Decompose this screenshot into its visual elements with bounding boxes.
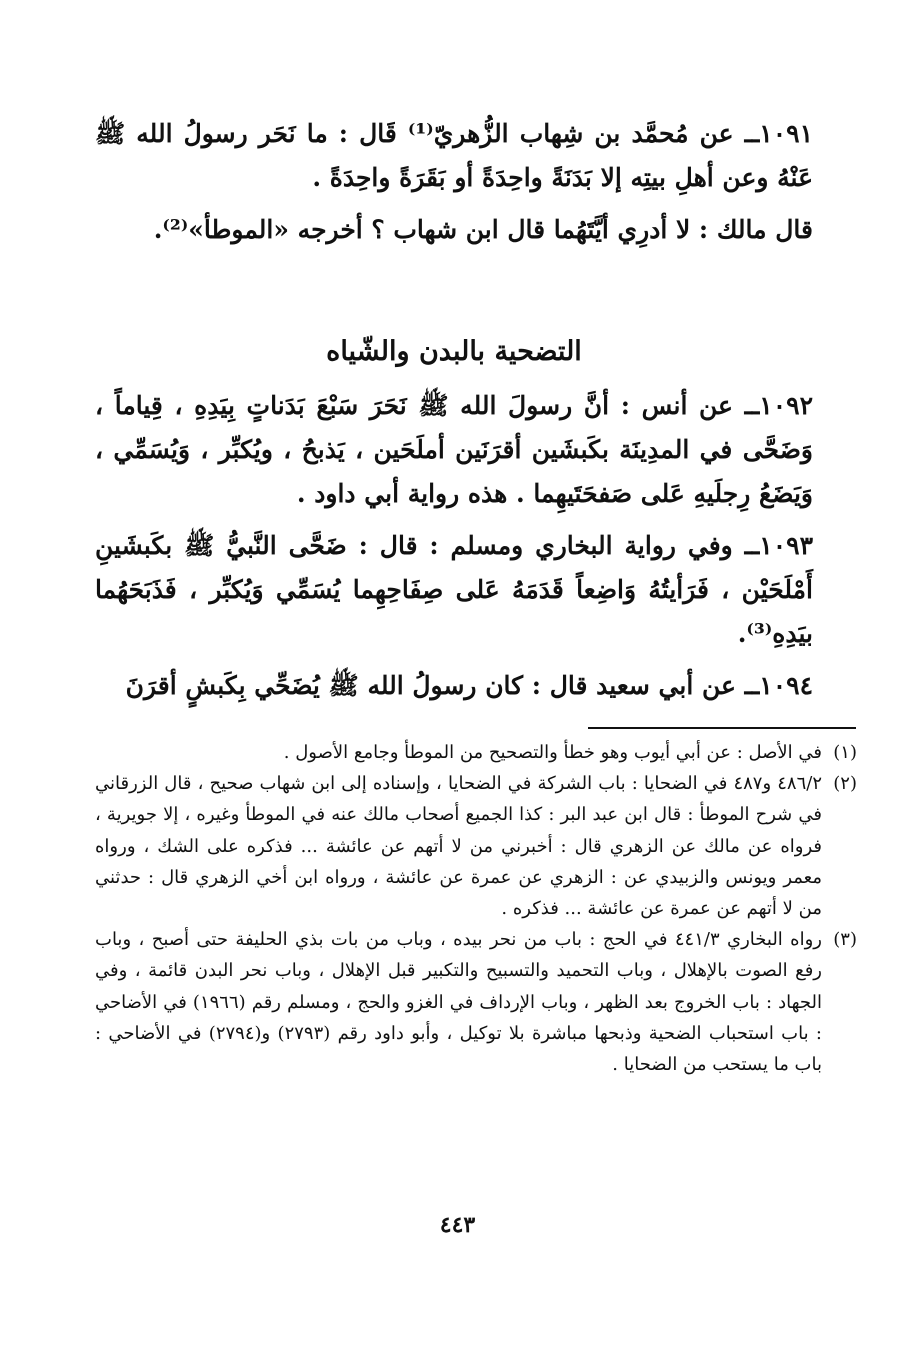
footnote — [95, 924, 857, 1080]
main-section — [95, 384, 813, 708]
section-heading: التضحية بالبدن والشّياه — [326, 336, 582, 367]
footnote-number: (٣) — [833, 929, 857, 951]
footnote-text: في الأصل : عن أبي أيوب وهو خطأ والتصحيح من الموطأ وجامع الأصول . — [283, 742, 822, 763]
top-section — [95, 112, 813, 252]
footnote-text: رواه البخاري ٤٤١/٣ في الحج : باب من نحر بيده ، وباب من بات بذي الحليفة حتى أصبح ، وباب رفع الصوت بالإهلال ، وباب التحميد والتسبيح والتكبير قبل الإهلال ، وباب نحر البدن قائمة ، وفي الجهاد : باب الخروج بعد الظهر ، وباب الإرداف في الغزو والحج ، ومسلم رقم (١٩٦٦) في الأضاحي : باب استحباب الضحية وذبحها مباشرة بلا توكيل ، وأبو داود رقم (٢٧٩٣) و(٢٧٩٤) في الأضاحي : باب ما يستحب من الضحايا . — [95, 929, 823, 1076]
footnote — [95, 737, 857, 768]
hadith-1093: ١٠٩٣ــ وفي رواية البخاري ومسلم : قال : ضَحَّى النَّبيُّ ﷺ بكَبشَينِ أَمْلَحَيْن ، فَرَأيتُهُ وَاضِعاً قَدَمَهُ عَلى صِفَاحِهِما يُسَمِّي وَيُكبِّر ، فَذَبَحَهُما بيَدِهِ⁽³⁾. — [95, 531, 813, 648]
footnote-text: ٤٨٦/٢ و٤٨٧ في الضحايا : باب الشركة في الضحايا ، وإسناده إلى ابن شهاب صحيح ، قال الزرقاني في شرح الموطأ : قال ابن عبد البر : كذا الجميع أصحاب مالك عنه في الموطأ وغيره ، إلا جويرية ، فرواه عن مالك عن الزهري قال : أخبرني من لا أتهم عن عائشة ... فذكره على الشك ، ورواه معمر ويونس والزبيدي عن : الزهري عن عمرة عن عائشة ، ورواه ابن أخي الزهري قال : حدثني من لا أتهم عن عمرة عن عائشة ... فذكره . — [95, 773, 822, 920]
page-number: ٤٤٣ — [439, 1212, 476, 1238]
footnote-number: (٢) — [833, 773, 857, 795]
footnote — [95, 768, 857, 924]
footnote-number: (١) — [833, 742, 857, 763]
hadith-1094: ١٠٩٤ــ عن أبي سعيد قال : كان رسولُ الله ﷺ يُضَحِّي بِكَبشٍ أقرَنَ — [125, 671, 813, 700]
malik-remark: قال مالك : لا أدرِي أيَّتَهُما قال ابن شهاب ؟ أخرجه «الموطأ»⁽²⁾. — [153, 215, 813, 244]
footnotes — [95, 737, 857, 1080]
hadith-1091: ١٠٩١ــ عن مُحمَّد بن شِهاب الزُّهريّ⁽¹⁾ قَال : ما نَحَر رسولُ الله ﷺ عَنْهُ وعن أهلِ بيتِه إلا بَدَنَةً واحِدَةً أو بَقَرَةً واحِدَةً . — [95, 119, 813, 192]
hadith-1092: ١٠٩٢ــ عن أنس : أنَّ رسولَ الله ﷺ نَحَرَ سَبْعَ بَدَناتٍ بِيَدِهِ ، قِياماً ، وَضَحَّى في المدِينَة بكَبشَين أقرَنَين أملَحَين ، يَذبحُ ، ويُكبِّر ، وَيُسَمِّي ، وَيَضَعُ رِجلَيهِ عَلى صَفحَتَيهِما . هذه رواية أبي داود . — [95, 391, 813, 508]
footnote-divider — [588, 727, 856, 729]
